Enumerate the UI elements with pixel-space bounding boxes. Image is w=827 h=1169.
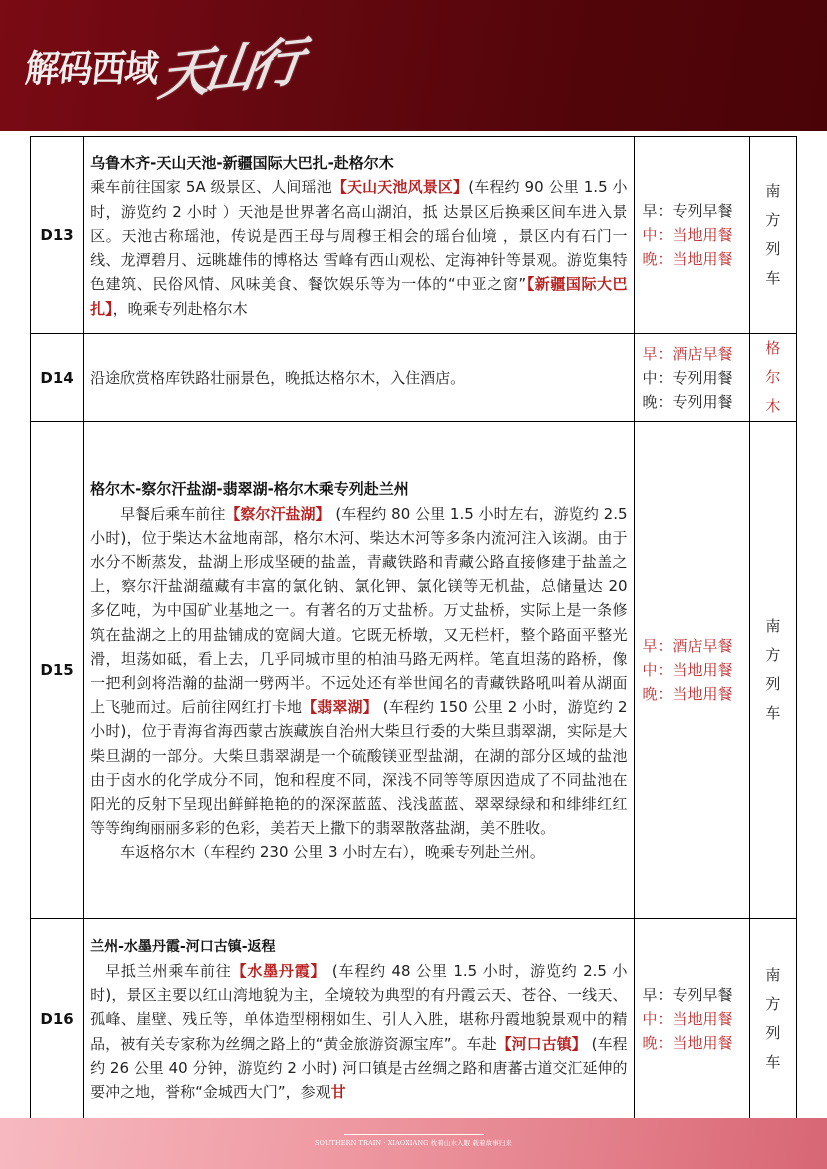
meal-item: 中：当地用餐 (642, 226, 733, 244)
accommodation-char: 车 (765, 1052, 781, 1071)
accommodation (749, 919, 796, 1119)
meal-info (634, 422, 749, 919)
description-paragraph (90, 366, 627, 390)
description-text: 车返格尔木（车程约 230 公里 3 小时左右），晚乘专列赴兰州。 (120, 843, 545, 862)
accommodation-char: 木 (765, 397, 781, 415)
day-label: D13 (31, 137, 84, 334)
description-text: (车程约 150 公里 2 小时，游览约 2 小时)，位于青海省海西蒙古族藏族自治州大柴旦行委的大柴旦翡翠湖，实际是大柴旦湖的一部分。大柴旦翡翠湖是一个硫酸镁亚型盐湖，在湖的部分区域的盐池由于卤水的化学成分不同，饱和程度不同，深浅不同等等原因造成了不同盐池在阳光的反射下呈现出鲜鲜艳艳的的深深蓝蓝、浅浅蓝蓝、翠翠绿绿和和绯绯红红等等绚绚丽丽多彩的色彩，美若天上撒下的翡翠散落盐湖，美不胜收。 (90, 698, 628, 838)
meal-item: 中：当地用餐 (642, 661, 733, 679)
itinerary-row (31, 422, 797, 919)
day-description (84, 137, 634, 334)
accommodation-char: 格 (765, 339, 781, 357)
meal-item: 晚：当地用餐 (642, 685, 733, 703)
description-text: (车程约 90 公里 1.5 小时，游览约 2 小时 ）天池是世界著名高山湖泊，抵 达景区后换乘区间车进入景区。天池古称瑶池，传说是西王母与周穆王相会的瑶台仙境 ，景区内有石门一线、龙潭碧月、远眺雄伟的博格达 雪峰有西山观松、定海神针等景观。游览集特色建筑、民俗风情、风味美食、餐饮娱乐等为一体的“中亚之窗” (90, 178, 628, 294)
day-label: D14 (31, 334, 84, 422)
accommodation (749, 137, 796, 334)
description-text: (车程约 48 公里 1.5 小时，游览约 2.5 小时)，景区主要以红山湾地貌为主，全境较为典型的有丹霞云天、苍谷、一线天、孤峰、崖壁、残丘等，单体造型栩栩如生、引人入胜，堪称丹霞地貌景观中的精品，被有关专家称为丝绸之路上的“黄金旅游资源宝库”。车赴 (90, 961, 628, 1053)
attraction-highlight: 【察尔汗盐湖】 (225, 504, 331, 523)
logo-main-text: 解码西域 (23, 47, 160, 92)
accommodation (749, 422, 796, 919)
day-title: 兰州-水墨丹霞-河口古镇-返程 (90, 938, 276, 955)
attraction-highlight: 【水墨丹霞】 (231, 961, 327, 980)
day-label: D16 (31, 919, 84, 1119)
page-header (0, 0, 827, 131)
accommodation (749, 334, 796, 422)
accommodation-char: 列 (765, 240, 781, 258)
day-description (84, 919, 634, 1119)
accommodation-char: 南 (765, 617, 781, 635)
meal-item: 早：专列早餐 (642, 985, 733, 1004)
attraction-highlight: 【翡翠湖】 (302, 698, 378, 717)
description-paragraph (90, 175, 627, 320)
accommodation-char: 车 (765, 269, 781, 287)
meal-item: 早：酒店早餐 (642, 344, 733, 363)
day-description (84, 422, 634, 919)
accommodation-char: 南 (765, 965, 781, 984)
day-label: D15 (31, 422, 84, 919)
accommodation-char: 车 (765, 704, 781, 722)
itinerary-row (31, 919, 797, 1119)
description-text: 早抵兰州乘车前往 (105, 961, 232, 980)
description-text: 早餐后乘车前往 (120, 504, 226, 523)
meal-info (634, 919, 749, 1119)
accommodation-char: 列 (765, 1023, 781, 1042)
footer-divider (344, 1134, 484, 1135)
day-description (84, 334, 634, 422)
description-text: ，晚乘专列赴格尔木 (112, 299, 248, 318)
description-paragraph (90, 840, 627, 864)
accommodation-char: 方 (765, 646, 781, 664)
description-text: 沿途欣赏格库铁路壮丽景色，晚抵达格尔木，入住酒店。 (90, 369, 466, 388)
attraction-highlight: 【新疆国际大巴扎】 (90, 275, 628, 318)
meal-item: 中：当地用餐 (642, 1009, 733, 1028)
accommodation-char: 方 (765, 211, 781, 229)
itinerary-row (31, 334, 797, 422)
meal-item: 晚：当地用餐 (642, 1033, 733, 1052)
meal-item: 早：酒店早餐 (642, 637, 733, 655)
accommodation-char: 尔 (765, 368, 781, 386)
description-text: (车程约 80 公里 1.5 小时左右，游览约 2.5 小时)，位于柴达木盆地南部，格尔木河、柴达木河等多条内流河注入该湖。由于水分不断蒸发，盐湖上形成坚硬的盐盖，青藏铁路和青藏公路直接修建于盐盖之上，察尔汗盐湖蕴藏有丰富的氯化钠、氯化钾、氯化镁等无机盐，总储量达 20 多亿吨，为中国矿业基地之一。有著名的万丈盐桥。万丈盐桥，实际上是一条修筑在盐湖之上的用盐铺成的宽阔大道。它既无桥墩，又无栏杆，整个路面平整光滑，坦荡如砥，看上去，几乎同城市里的柏油马路无两样。笔直坦荡的路桥，像一把利剑将浩瀚的盐湖一劈两半。不远处还有举世闻名的青藏铁路吼叫着从湖面上飞驰而过。后前往网红打卡地 (90, 504, 628, 717)
description-text: (车程约 26 公里 40 分钟，游览约 2 小时) 河口镇是古丝绸之路和唐蕃古道交汇延伸的要冲之地，誉称“金城西大门”，参观 (90, 1034, 628, 1101)
meal-item: 晚：当地用餐 (642, 250, 733, 268)
description-text: 乘车前往国家 5A 级景区、人间瑶池 (90, 178, 332, 197)
meal-info (634, 334, 749, 422)
itinerary-row (31, 137, 797, 334)
attraction-highlight: 甘 (330, 1083, 346, 1101)
page-footer (0, 1118, 827, 1169)
attraction-highlight: 【天山天池风景区】 (331, 178, 469, 197)
meal-item: 中：专列用餐 (642, 368, 733, 387)
meal-item: 早：专列早餐 (642, 202, 733, 220)
accommodation-char: 方 (765, 994, 781, 1013)
attraction-highlight: 【河口古镇】 (496, 1034, 587, 1053)
accommodation-char: 南 (765, 182, 781, 200)
footer-slogan: SOUTHERN TRAIN · XIAOXIANG 枕着山水入眠 载着故事归来 (314, 1139, 513, 1147)
description-paragraph (90, 959, 627, 1104)
description-paragraph (90, 502, 627, 841)
meal-info (634, 137, 749, 334)
meal-item: 晚：专列用餐 (642, 392, 733, 411)
itinerary-table (30, 136, 797, 1119)
day-title: 格尔木-察尔汗盐湖-翡翠湖-格尔木乘专列赴兰州 (90, 480, 409, 499)
logo (23, 26, 302, 116)
logo-script-text: 天山行 (155, 31, 302, 108)
accommodation-char: 列 (765, 675, 781, 693)
day-title: 乌鲁木齐-天山天池-新疆国际大巴扎-赴格尔木 (90, 154, 394, 173)
